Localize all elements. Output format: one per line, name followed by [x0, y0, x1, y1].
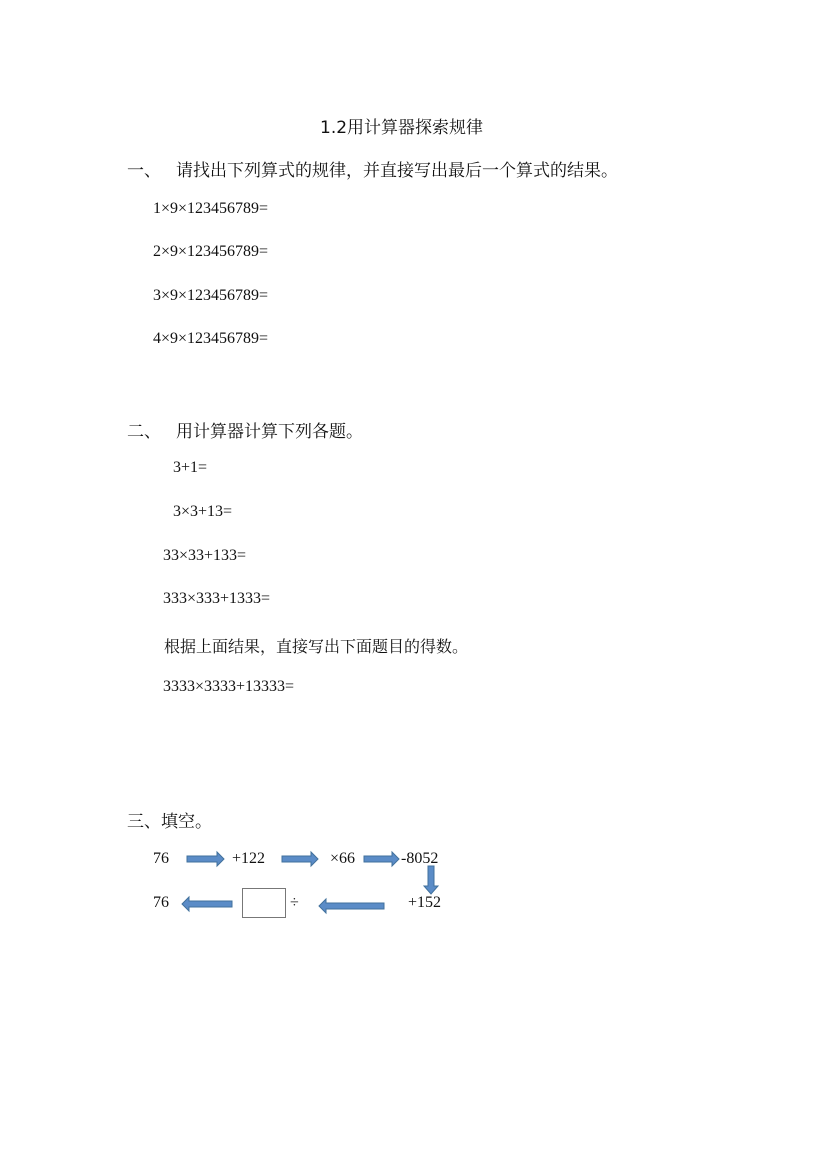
section1-instruction: 请找出下列算式的规律，并直接写出最后一个算式的结果。 — [176, 161, 618, 181]
s2-equation-4: 333×333+1333= — [163, 590, 271, 607]
s1-equation-3: 3×9×123456789= — [153, 287, 269, 304]
section2-number: 二、 — [127, 422, 161, 442]
s2-equation-2: 3×3+13= — [173, 503, 233, 520]
section1-number: 一、 — [127, 161, 161, 181]
arrow-left-2 — [182, 897, 232, 911]
flow-start-number: 76 — [153, 850, 169, 867]
arrow-down — [424, 866, 438, 894]
flow-step-add-152: +152 — [408, 894, 442, 911]
section3-heading: 三、填空。 — [127, 812, 212, 832]
s2-final-equation: 3333×3333+13333= — [163, 678, 295, 695]
s2-equation-1: 3+1= — [173, 459, 208, 476]
arrow-left-1 — [319, 899, 384, 913]
flow-step-subtract: -8052 — [401, 850, 439, 867]
s2-equation-3: 33×33+133= — [163, 547, 247, 564]
s1-equation-4: 4×9×123456789= — [153, 330, 269, 347]
flow-divide-sign: ÷ — [290, 894, 299, 911]
page-title: 1.2用计算器探索规律 — [320, 118, 484, 138]
arrow-right-3 — [364, 852, 399, 866]
section2-instruction: 用计算器计算下列各题。 — [176, 422, 363, 442]
s1-equation-2: 2×9×123456789= — [153, 243, 269, 260]
flow-result-number: 76 — [153, 894, 169, 911]
s2-note: 根据上面结果，直接写出下面题目的得数。 — [164, 637, 469, 656]
arrow-right-2 — [282, 852, 318, 866]
flow-step-multiply: ×66 — [330, 850, 356, 867]
s1-equation-1: 1×9×123456789= — [153, 200, 269, 217]
arrow-right-1 — [187, 852, 224, 866]
answer-blank-box[interactable] — [242, 888, 286, 918]
flow-step-add: +122 — [232, 850, 266, 867]
